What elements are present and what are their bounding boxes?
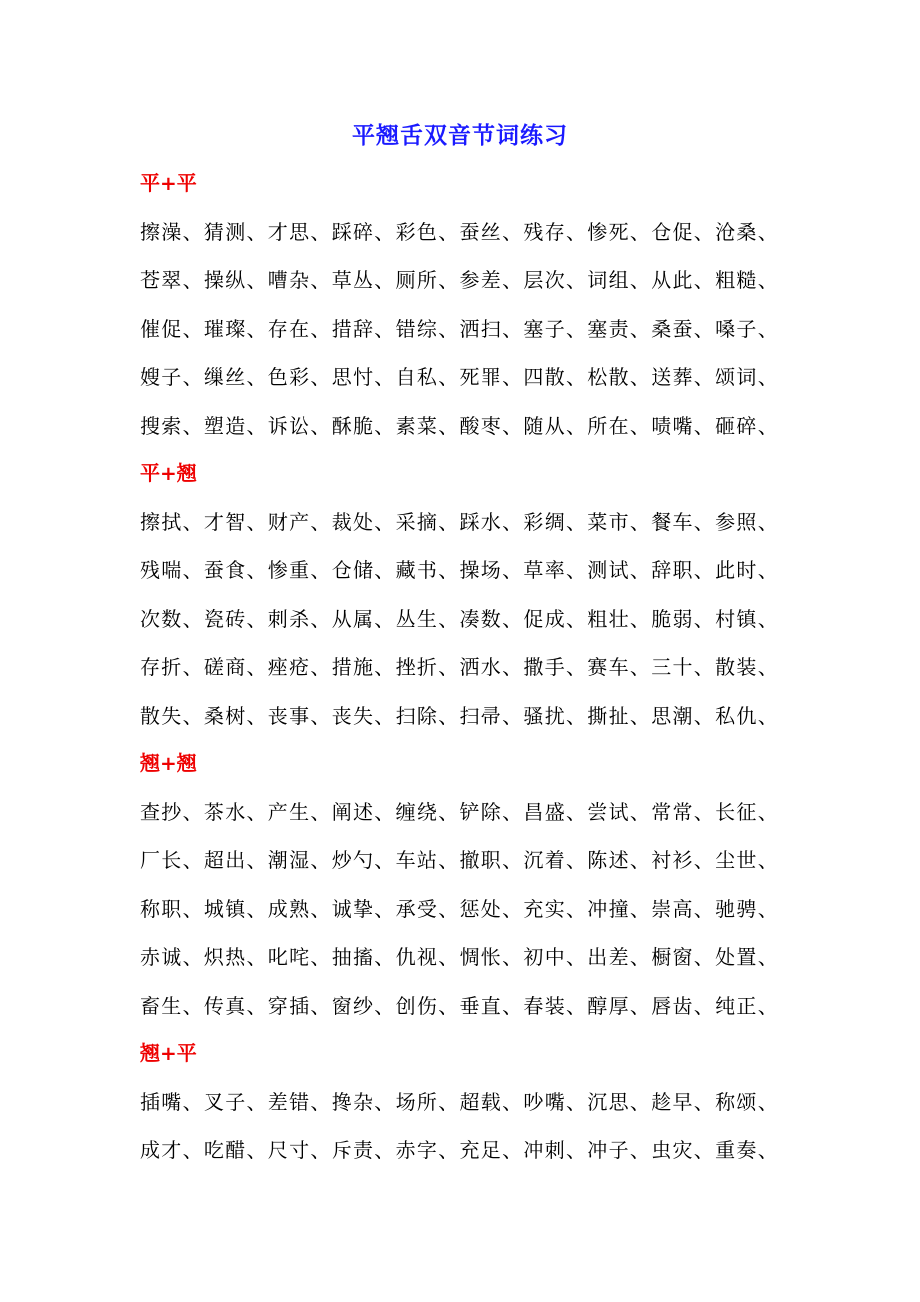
word-line: 残喘、蚕食、惨重、仓储、藏书、操场、草率、测试、辞职、此时、 — [140, 558, 779, 582]
section-ping-ping — [140, 168, 800, 441]
word-line: 次数、瓷砖、刺杀、从属、丛生、凑数、促成、粗壮、脆弱、村镇、 — [140, 606, 779, 631]
word-line: 查抄、茶水、产生、阐述、缠绕、铲除、昌盛、尝试、常常、长征、 — [140, 799, 779, 824]
word-line: 擦拭、才智、财产、裁处、采摘、踩水、彩绸、菜市、餐车、参照、 — [140, 509, 779, 534]
word-line: 厂长、超出、潮湿、炒勺、车站、撤职、沉着、陈述、衬衫、尘世、 — [140, 848, 779, 872]
section-ping-qiao — [140, 458, 800, 731]
section-heading: 翘+平 — [140, 1041, 197, 1065]
section-heading: 平+翘 — [140, 461, 197, 485]
word-line: 催促、璀璨、存在、措辞、错综、洒扫、塞子、塞责、桑蚕、嗓子、 — [140, 316, 779, 341]
section-qiao-qiao — [140, 748, 800, 1021]
section-qiao-ping — [140, 1038, 800, 1165]
word-line: 嫂子、缫丝、色彩、思忖、自私、死罪、四散、松散、送葬、颂词、 — [140, 365, 779, 389]
word-line: 散失、桑树、丧事、丧失、扫除、扫帚、骚扰、撕扯、思潮、私仇、 — [140, 703, 779, 728]
word-line: 搜索、塑造、诉讼、酥脆、素菜、酸枣、随从、所在、啧嘴、砸碎、 — [140, 413, 779, 438]
section-heading: 平+平 — [140, 171, 197, 195]
section-heading: 翘+翘 — [140, 751, 197, 775]
word-line: 插嘴、叉子、差错、搀杂、场所、超载、吵嘴、沉思、趁早、称颂、 — [140, 1089, 779, 1114]
word-line: 苍翠、操纵、嘈杂、草丛、厕所、参差、层次、词组、从此、粗糙、 — [140, 268, 779, 292]
word-line: 称职、城镇、成熟、诚挚、承受、惩处、充实、冲撞、崇高、驰骋、 — [140, 896, 779, 921]
word-line: 畜生、传真、穿插、窗纱、创伤、垂直、春装、醇厚、唇齿、纯正、 — [140, 993, 779, 1018]
word-line: 擦澡、猜测、才思、踩碎、彩色、蚕丝、残存、惨死、仓促、沧桑、 — [140, 219, 779, 244]
word-line: 存折、磋商、痤疮、措施、挫折、洒水、撒手、赛车、三十、散装、 — [140, 655, 779, 679]
page-title: 平翘舌双音节词练习 — [352, 122, 568, 149]
word-line: 成才、吃醋、尺寸、斥责、赤字、充足、冲刺、冲子、虫灾、重奏、 — [140, 1138, 779, 1162]
word-line: 赤诚、炽热、叱咤、抽搐、仇视、惆怅、初中、出差、橱窗、处置、 — [140, 945, 779, 969]
